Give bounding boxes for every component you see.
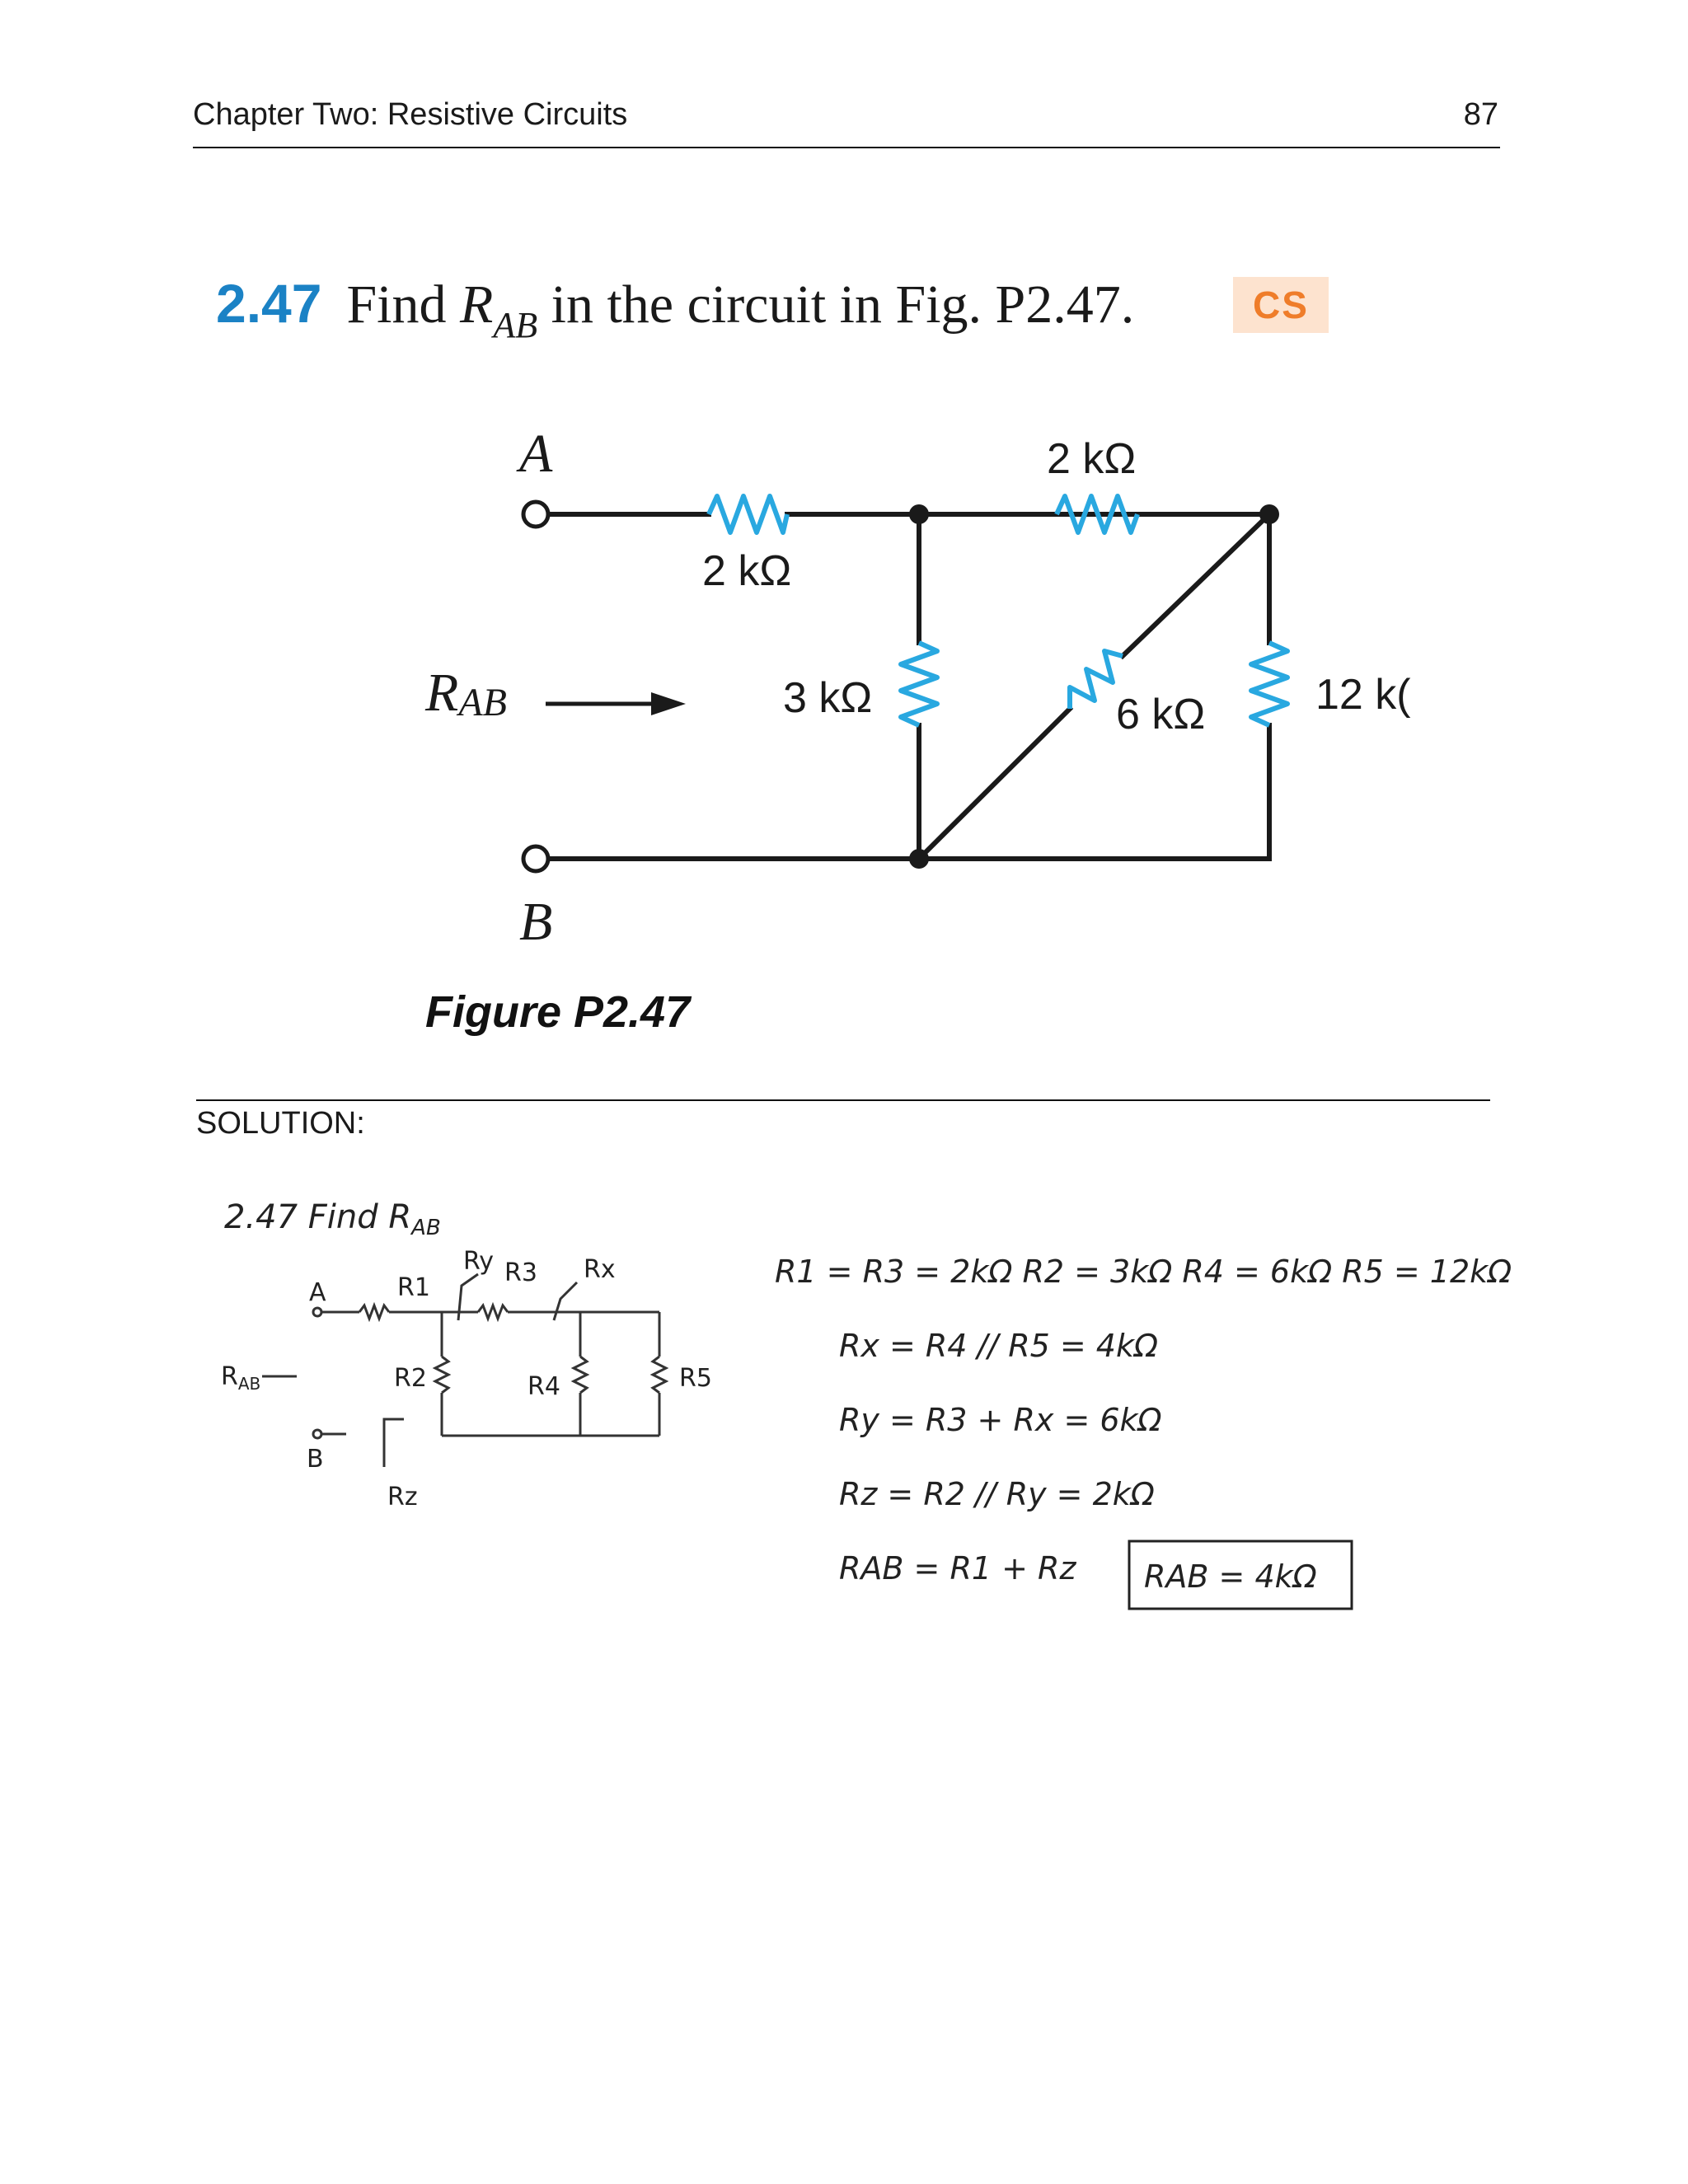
equation-ry: Ry = R3 + Rx = 6kΩ xyxy=(839,1402,1162,1438)
junction-bottom xyxy=(909,849,929,869)
junction-top-right xyxy=(1259,504,1279,524)
sketch-label-rx: Rx xyxy=(584,1255,616,1284)
equation-given-values: R1 = R3 = 2kΩ R2 = 3kΩ R4 = 6kΩ R5 = 12kΩ xyxy=(775,1254,1512,1290)
solution-divider xyxy=(196,1099,1490,1101)
sketch-r3 xyxy=(478,1305,508,1319)
cs-badge: CS xyxy=(1233,277,1329,333)
label-2k-top: 2 kΩ xyxy=(1047,435,1137,483)
circuit-figure xyxy=(0,0,1688,1088)
sketch-label-r2: R2 xyxy=(394,1364,427,1393)
sketch-label-rz: Rz xyxy=(387,1483,418,1511)
wire-6k-upper xyxy=(1123,514,1269,656)
problem-text-before: Find xyxy=(346,274,461,335)
sketch-rz-pointer xyxy=(384,1419,404,1467)
handwritten-solution xyxy=(0,1137,1688,1665)
figure-caption: Figure P2.47 xyxy=(425,987,691,1037)
resistor-3k xyxy=(901,643,937,725)
running-header: Chapter Two: Resistive Circuits xyxy=(193,97,628,132)
problem-number: 2.47 xyxy=(216,273,322,334)
node-b-label: B xyxy=(519,892,553,952)
rab-label xyxy=(424,663,507,724)
equation-rz: Rz = R2 // Ry = 2kΩ xyxy=(839,1476,1155,1512)
resistor-2k-series xyxy=(709,496,787,532)
label-2k-series: 2 kΩ xyxy=(702,547,792,595)
sketch-label-rab-sub: AB xyxy=(237,1374,261,1394)
junction-top-left xyxy=(909,504,929,524)
hand-title-sub: AB xyxy=(411,1216,441,1240)
rab-arrow-head xyxy=(651,692,686,715)
sketch-label-rab-main: R xyxy=(221,1362,238,1391)
equation-rab: RAB = R1 + Rz xyxy=(839,1550,1076,1586)
label-3k: 3 kΩ xyxy=(783,674,873,722)
rab-label-main: R xyxy=(425,663,459,723)
sketch-r1 xyxy=(359,1305,389,1319)
terminal-a xyxy=(523,502,548,527)
sketch-r2 xyxy=(435,1357,448,1393)
sketch-labels xyxy=(221,1247,712,1511)
problem-symbol: R xyxy=(460,274,494,335)
resistor-6k xyxy=(1070,651,1123,709)
hand-title xyxy=(224,1198,441,1240)
sketch-terminal-a xyxy=(313,1308,321,1316)
equation-rx: Rx = R4 // R5 = 4kΩ xyxy=(839,1328,1159,1364)
sketch-label-a: A xyxy=(309,1278,326,1307)
sketch-ry-pointer xyxy=(458,1274,478,1320)
solution-label: SOLUTION: xyxy=(196,1106,365,1141)
final-answer: RAB = 4kΩ xyxy=(1144,1558,1317,1595)
sketch-r5 xyxy=(653,1357,666,1393)
sketch-label-r3: R3 xyxy=(504,1258,537,1287)
sketch-r4 xyxy=(574,1357,587,1393)
problem-subscript: AB xyxy=(493,305,538,345)
sketch-label-r4: R4 xyxy=(528,1372,560,1401)
problem-text-after: in the circuit in Fig. P2.47. xyxy=(537,274,1135,335)
sketch-label-r5: R5 xyxy=(679,1364,712,1393)
sketch-label-ry: Ry xyxy=(463,1247,494,1276)
solution-equations xyxy=(775,1254,1512,1586)
label-12k: 12 k( xyxy=(1315,671,1411,719)
sketch-terminal-b xyxy=(313,1430,321,1438)
node-a-label: A xyxy=(519,424,553,484)
rab-label-sub: AB xyxy=(458,681,507,724)
terminal-b xyxy=(523,846,548,871)
sketch-label-rab xyxy=(221,1362,260,1394)
sketch-label-r1: R1 xyxy=(397,1273,430,1302)
page-number: 87 xyxy=(1463,97,1498,132)
sketch-rx-pointer xyxy=(554,1282,577,1320)
label-6k: 6 kΩ xyxy=(1116,691,1206,738)
resistor-12k xyxy=(1251,643,1287,725)
sketch-label-b: B xyxy=(307,1445,324,1474)
hand-title-main: 2.47 Find R xyxy=(224,1198,412,1236)
wire-6k-lower xyxy=(919,709,1070,859)
